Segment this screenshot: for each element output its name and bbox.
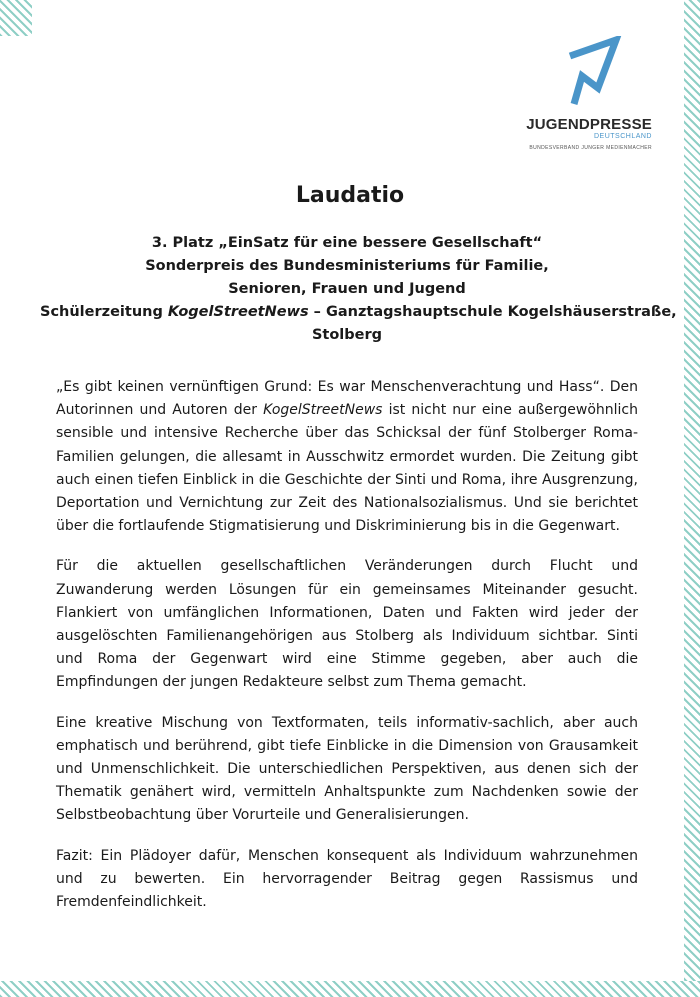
subhead-line-5: Stolberg [311, 327, 383, 343]
subhead-line-3: Senioren, Frauen und Jugend [228, 281, 466, 297]
subhead-line-1: 3. Platz „EinSatz für eine bessere Gesellschaft“ [151, 235, 543, 251]
decorative-stripe-top-left [0, 0, 32, 36]
paragraph-1-start: „Es gibt keinen vernünftigen Grund: Es war Menschenverachtung und Hass“. Den Autorinnen und Autoren der [56, 379, 638, 419]
decorative-stripe-right [684, 0, 700, 997]
page-title: Laudatio [295, 183, 405, 208]
subhead-line-4-suffix: – Ganztagshauptschule Kogelshäuserstraße, [308, 304, 677, 320]
paragraph-1 [56, 376, 638, 538]
decorative-stripe-bottom [0, 981, 700, 997]
paragraph-1-end: ist nicht nur eine außergewöhnlich sensible und intensive Recherche über das Schicksal der fünf Stolberger Roma-Familien gelungen, die allesamt in Ausschwitz ermordet wurden. Die Zeitung gibt auch einen tiefen Einblick in die Geschichte der Sinti und Roma, ihre Ausgrenzung, Deportation und Vernichtung zur Zeit des Nationalsozialismus. Und sie berichtet über die fortlaufende Stigmatisierung und Diskriminierung bis in die Gegenwart. [56, 402, 638, 535]
logo-title: JUGENDPRESSE [526, 116, 652, 133]
paragraph-2: Für die aktuellen gesellschaftlichen Veränderungen durch Flucht und Zuwanderung werden Lösungen für ein gemeinsames Miteinander gesucht. Flankiert von umfänglichen Informationen, Daten und Fakten wird jeder der ausgelöschten Familienangehörigen aus Stolberg als Individuum sichtbar. Sinti und Roma der Gegenwart wird eine Stimme gegeben, aber auch die Empfindungen der jungen Redakteure selbst zum Thema gemacht. [56, 558, 638, 691]
award-subheadings [40, 232, 677, 347]
paragraph-1-newspaper-name: KogelStreetNews [263, 402, 383, 419]
jugendpresse-logo [512, 36, 652, 156]
paragraph-3: Eine kreative Mischung von Textformaten, teils informativ-sachlich, aber auch emphatisch und berührend, gibt tiefe Einblicke in die Dimension von Grausamkeit und Unmenschlichkeit. Die unterschiedlichen Perspektiven, aus denen sich der Thematik genähert wird, vermitteln Anhaltspunkte zum Nachdenken sowie der Selbstbeobachtung über Vorurteile und Generalisierungen. [56, 714, 638, 824]
logo-mark-icon [564, 36, 624, 108]
logo-subtitle: DEUTSCHLAND [593, 133, 652, 140]
logo-tagline: BUNDESVERBAND JUNGER MEDIENMACHER [529, 145, 652, 151]
paragraph-4: Fazit: Ein Plädoyer dafür, Menschen konsequent als Individuum wahrzunehmen und zu bewerten. Ein hervorragender Beitrag gegen Rassismus und Fremdenfeindlichkeit. [56, 847, 638, 911]
subhead-line-2: Sonderpreis des Bundesministeriums für Familie, [145, 258, 549, 274]
subhead-line-4-prefix: Schülerzeitung [40, 304, 168, 320]
laudatio-body [56, 376, 638, 931]
newspaper-name: KogelStreetNews [167, 304, 309, 320]
subhead-line-4 [40, 301, 677, 324]
